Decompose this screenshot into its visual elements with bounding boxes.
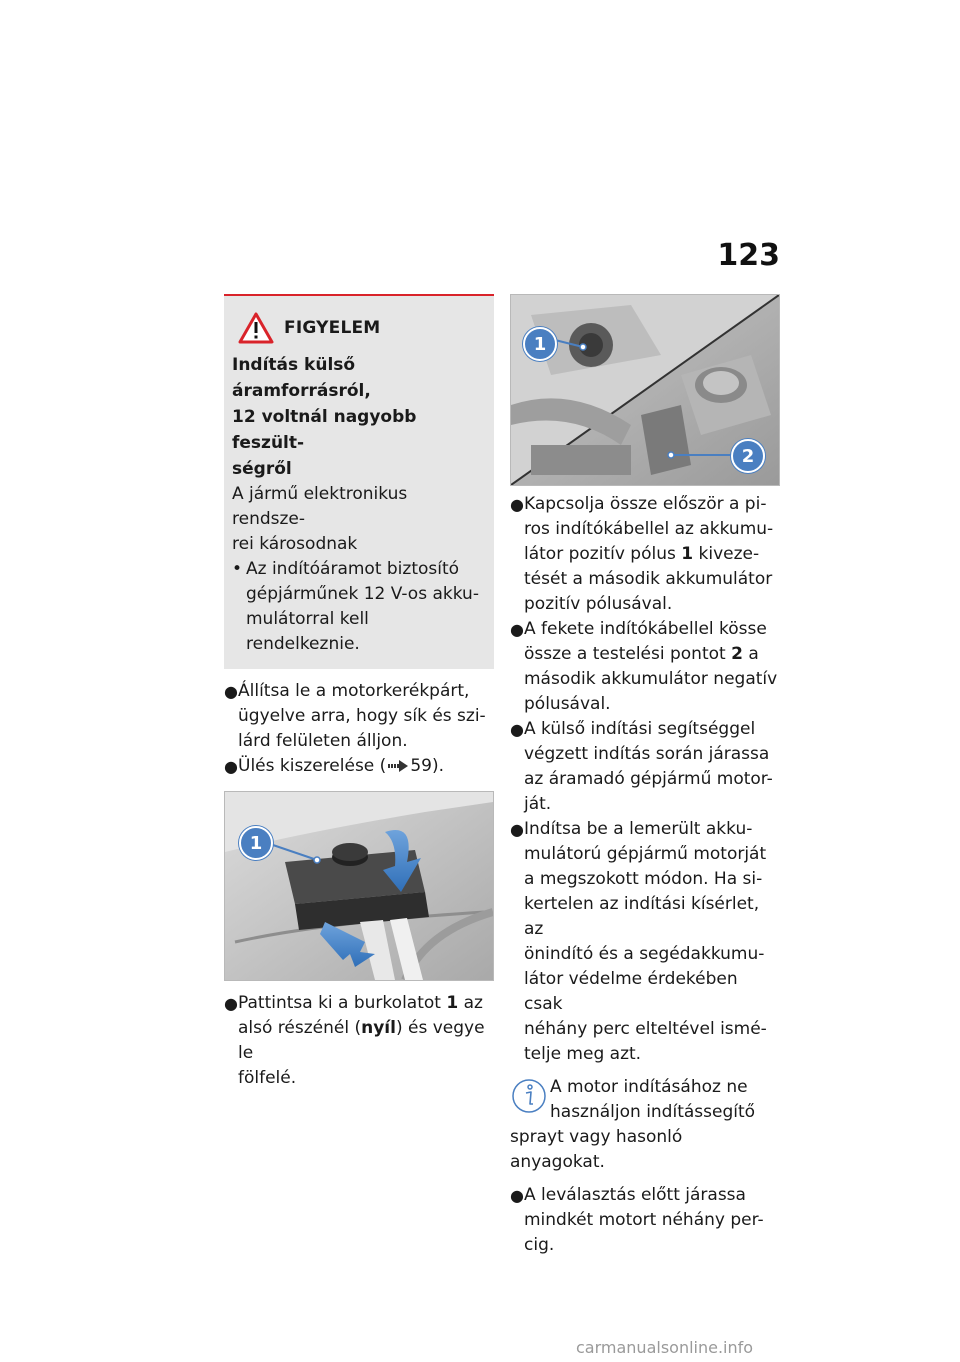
warning-triangle-icon: [238, 312, 274, 344]
bullet-line: a megszokott módon. Ha si-: [524, 869, 763, 889]
bullet-dot: ●: [224, 682, 238, 701]
bullet-line: cig.: [524, 1235, 555, 1255]
bullet-dot: ●: [224, 994, 238, 1013]
reference-number: 1: [681, 544, 694, 564]
page-arrow-icon: [388, 760, 408, 772]
bullet-line: kertelen az indítási kísérlet, az: [524, 894, 760, 939]
bullet-line: [238, 1016, 494, 1066]
warning-heading: [232, 352, 484, 482]
text-span: a: [742, 644, 759, 664]
bullet-line: fölfelé.: [238, 1068, 297, 1088]
bullet-line: pólusával.: [524, 694, 611, 714]
instruction-bullet: [510, 492, 780, 617]
text-span: össze a testelési pontot: [524, 644, 732, 664]
instruction-bullet: [510, 717, 780, 817]
bullet-dot: ●: [510, 820, 524, 839]
warning-header: [232, 312, 484, 344]
bullet-line: második akkumulátor negatív: [524, 669, 778, 689]
bullet-line: telje meg azt.: [524, 1044, 642, 1064]
bullet-line: Ülés kiszerelése (: [238, 756, 387, 776]
cross-reference[interactable]: [238, 754, 494, 779]
bullet-dot: ●: [224, 757, 238, 776]
warning-heading-line: 12 voltnál nagyobb feszült-: [232, 407, 417, 453]
instruction-bullet: [510, 1183, 780, 1258]
bullet-line: [524, 542, 780, 567]
callout-1: 1: [239, 826, 273, 860]
bullet-line: mindkét motort néhány per-: [524, 1210, 764, 1230]
warning-text-line: A jármű elektronikus rendsze-: [232, 484, 408, 529]
page-number: 123: [717, 238, 780, 273]
bullet-line: [238, 991, 494, 1016]
left-column: [224, 294, 494, 1091]
seat-cover-figure: [224, 791, 494, 981]
info-line: használjon indítássegítő: [550, 1102, 756, 1122]
bullet-dot: ●: [510, 1186, 524, 1205]
bullet-line: lárd felületen álljon.: [238, 731, 408, 751]
bullet-line: ügyelve arra, hogy sík és szi-: [238, 706, 486, 726]
bold-term: nyíl: [361, 1018, 396, 1038]
text-span: az: [458, 993, 483, 1013]
warning-heading-line: Indítás külső áramforrásról,: [232, 355, 371, 401]
warning-bullet-line: gépjárműnek 12 V-os akku-: [246, 584, 479, 604]
instruction-bullet: [224, 679, 494, 754]
bullet-line: A fekete indítókábellel kösse: [524, 619, 767, 639]
bullet-line: mulátorú gépjármű motorját: [524, 844, 767, 864]
bullet-line: Állítsa le a motorkerékpárt,: [238, 681, 470, 701]
warning-heading-line: ségről: [232, 459, 292, 479]
callout-1: 1: [523, 327, 557, 361]
text-span: Pattintsa ki a burkolatot: [238, 993, 447, 1013]
warning-box: [224, 294, 494, 669]
info-line: A motor indításához ne: [550, 1077, 748, 1097]
warning-label: FIGYELEM: [284, 318, 381, 338]
watermark: carmanualsonline.info: [576, 1338, 754, 1357]
bullet-line: önindító és a segédakkumu-: [524, 944, 765, 964]
reference-number: 2: [731, 644, 743, 664]
text-span: alsó részénél (: [238, 1018, 362, 1038]
reference-number: 1: [446, 993, 459, 1013]
bullet-line: látor védelme érdekében csak: [524, 969, 738, 1014]
info-icon: [510, 1077, 548, 1115]
bullet-line: tését a második akkumulátor: [524, 569, 773, 589]
bullet-line: [524, 642, 780, 667]
bullet-dot: ●: [510, 495, 524, 514]
info-note: [510, 1075, 780, 1175]
page-reference: 59).: [410, 756, 444, 776]
bullet-line: az áramadó gépjármű motor-: [524, 769, 773, 789]
battery-cover-illustration: [225, 792, 493, 980]
warning-text-line: rei károsodnak: [232, 534, 358, 554]
info-line: sprayt vagy hasonló anyagokat.: [510, 1127, 683, 1172]
bullet-line: Kapcsolja össze először a pi-: [524, 494, 767, 514]
bullet-line: Indítsa be a lemerült akku-: [524, 819, 753, 839]
warning-bullet-line: Az indítóáramot biztosító: [246, 559, 460, 579]
text-span: látor pozitív pólus: [524, 544, 682, 564]
warning-bullet-line: mulátorral kell rendelkeznie.: [246, 609, 369, 654]
bullet-line: pozitív pólusával.: [524, 594, 673, 614]
bullet-line: A leválasztás előtt járassa: [524, 1185, 746, 1205]
bullet-line: ját.: [524, 794, 552, 814]
instruction-bullet: [224, 754, 494, 779]
callout-2: 2: [731, 439, 765, 473]
right-column: [510, 294, 780, 1258]
bullet-line: A külső indítási segítséggel: [524, 719, 756, 739]
bullet-line: néhány perc elteltével ismé-: [524, 1019, 767, 1039]
text-span: kiveze-: [693, 544, 760, 564]
instruction-bullet: [510, 617, 780, 717]
bullet-line: végzett indítás során járassa: [524, 744, 770, 764]
bullet-dot: •: [232, 559, 243, 579]
bullet-line: ros indítókábellel az akkumu-: [524, 519, 774, 539]
bullet-dot: ●: [510, 620, 524, 639]
engine-figure: [510, 294, 780, 486]
instruction-bullet: [224, 991, 494, 1091]
bullet-dot: ●: [510, 720, 524, 739]
text-span: ) és vegye le: [238, 1018, 485, 1063]
warning-text: [232, 482, 484, 557]
warning-bullet: [232, 557, 484, 657]
instruction-bullet: [510, 817, 780, 1067]
